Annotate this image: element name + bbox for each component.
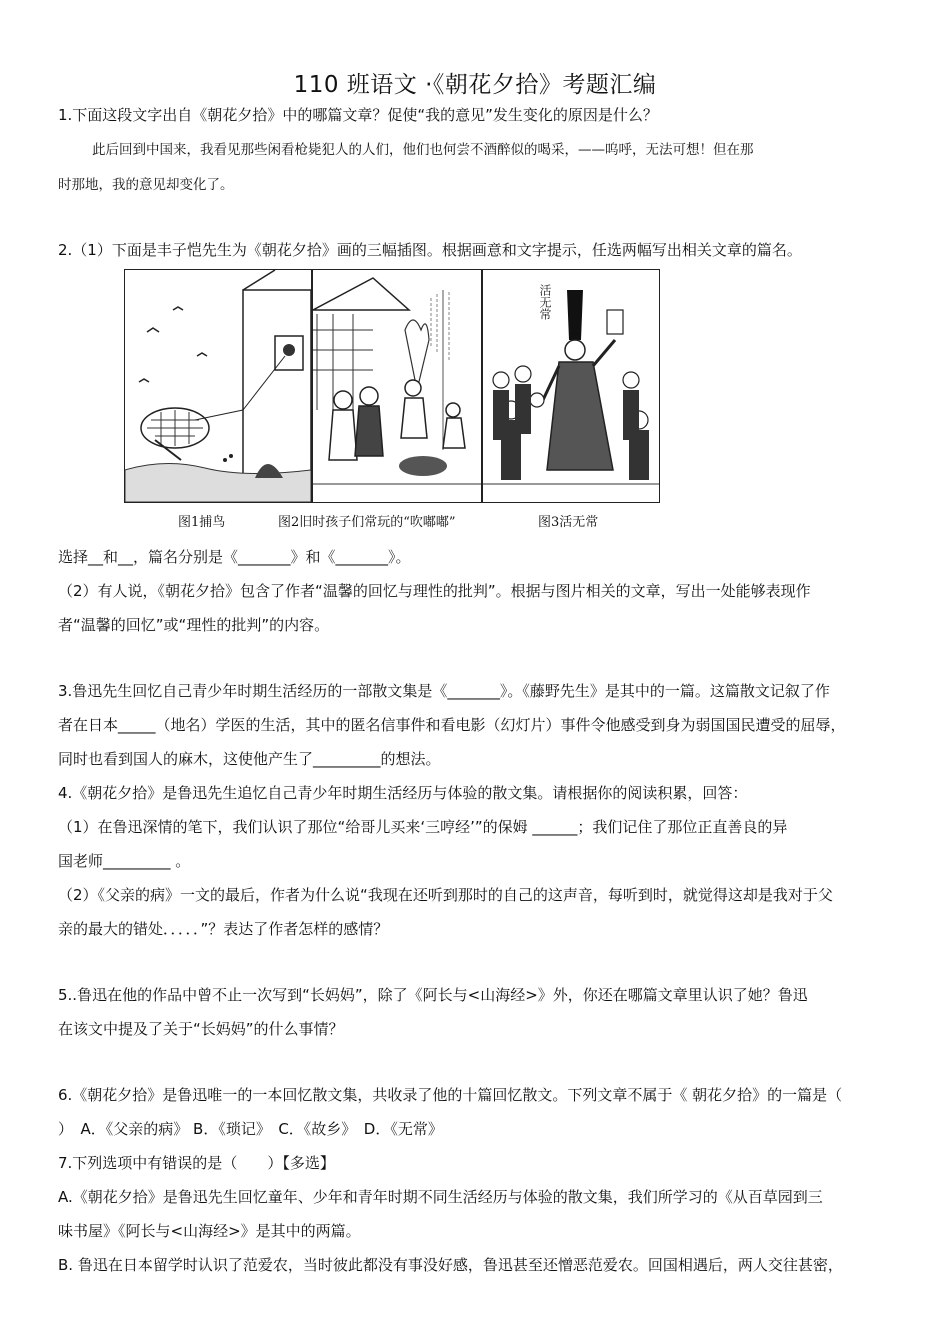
q1-passage-line-2: 时那地，我的意见却变化了。 [58,177,234,193]
figure-3-caption: 图3活无常 [538,515,599,530]
q5-line-2: 在该文中提及了关于“长妈妈”的什么事情？ [58,1020,344,1038]
q4-part1-line-2: 国老师_________ 。 [58,852,191,870]
q5-line-1: 5..鲁迅在他的作品中曾不止一次写到“长妈妈”，除了《阿长与<山海经>》外，你还在哪篇文章里认识了她？鲁迅 [58,986,808,1004]
q4-part1-line-1: （1）在鲁迅深情的笔下，我们认识了那位“给哥儿买来‘三哼经’”的保姆 ______；我们记住了那位正直善良的异 [58,818,788,836]
q7-option-a-line-1: A.《朝花夕拾》是鲁迅先生回忆童年、少年和青年时期不同生活经历与体验的散文集，我们所学习的《从百草园到三 [58,1188,823,1206]
q3-line-3: 同时也看到国人的麻木，这使他产生了_________的想法。 [58,750,441,768]
q4-part2-line-1: （2）《父亲的病》一文的最后，作者为什么说“我现在还听到那时的自己的这声音，每听到时，就觉得这却是我对于父 [58,886,833,904]
figure-2-caption: 图2旧时孩子们常玩的“吹嘟嘟” [278,515,456,530]
q6-line-1: 6.《朝花夕拾》是鲁迅唯一的一本回忆散文集，共收录了他的十篇回忆散文。下列文章不属于《 朝花夕拾》的一篇是（ [58,1086,843,1104]
q1-passage-line-1: 此后回到中国来，我看见那些闲看枪毙犯人的人们，他们也何尝不酒醉似的喝采，——呜呼，无法可想！但在那 [92,142,754,158]
figure-3-living-wuchang [482,269,660,503]
q2-part1: 2.（1）下面是丰子恺先生为《朝花夕拾》画的三幅插图。根据画意和文字提示，任选两幅写出相关文章的篇名。 [58,241,802,259]
q2-part2-line-2: 者“温馨的回忆”或“理性的批判”的内容。 [58,616,330,634]
q4-intro: 4.《朝花夕拾》是鲁迅先生追忆自己青少年时期生活经历与体验的散文集。请根据你的阅读积累，回答： [58,784,748,802]
page-title: 110 班语文 ·《朝花夕拾》考题汇编 [293,72,657,98]
figure-2-children-playing [312,269,482,503]
q2-part2-line-1: （2）有人说，《朝花夕拾》包含了作者“温馨的回忆与理性的批判”。根据与图片相关的文章，写出一处能够表现作 [58,582,811,600]
q3-line-1: 3.鲁迅先生回忆自己青少年时期生活经历的一部散文集是《_______》。《藤野先生》是其中的一篇。这篇散文记叙了作 [58,682,830,700]
q6-line-2: ） A．《父亲的病》 B．《琐记》 C．《故乡》 D．《无常》 [58,1120,443,1138]
figure-3-inscription: 活无常 [538,284,552,320]
q2-answer-line: 选择__和__，篇名分别是《_______》和《_______》。 [58,548,411,566]
q7-option-b-line-1: B. 鲁迅在日本留学时认识了范爱农，当时彼此都没有事没好感，鲁迅甚至还憎恶范爱农。回国相遇后，两人交往甚密， [58,1256,843,1274]
q1-question: 1.下面这段文字出自《朝花夕拾》中的哪篇文章？促使“我的意见”发生变化的原因是什么？ [58,106,658,124]
figure-1-bird-catching [124,269,312,503]
q4-part2-line-2: 亲的最大的错处．．．．．”？表达了作者怎样的感情？ [58,920,389,938]
q7-stem: 7.下列选项中有错误的是（ ）【多选】 [58,1154,335,1172]
figure-1-caption: 图1捕鸟 [178,515,226,530]
q7-option-a-line-2: 味书屋》《阿长与<山海经>》是其中的两篇。 [58,1222,361,1240]
illustrations [124,269,660,501]
q3-line-2: 者在日本_____（地名）学医的生活，其中的匿名信事件和看电影（幻灯片）事件令他感受到身为弱国国民遭受的屈辱， [58,716,846,734]
